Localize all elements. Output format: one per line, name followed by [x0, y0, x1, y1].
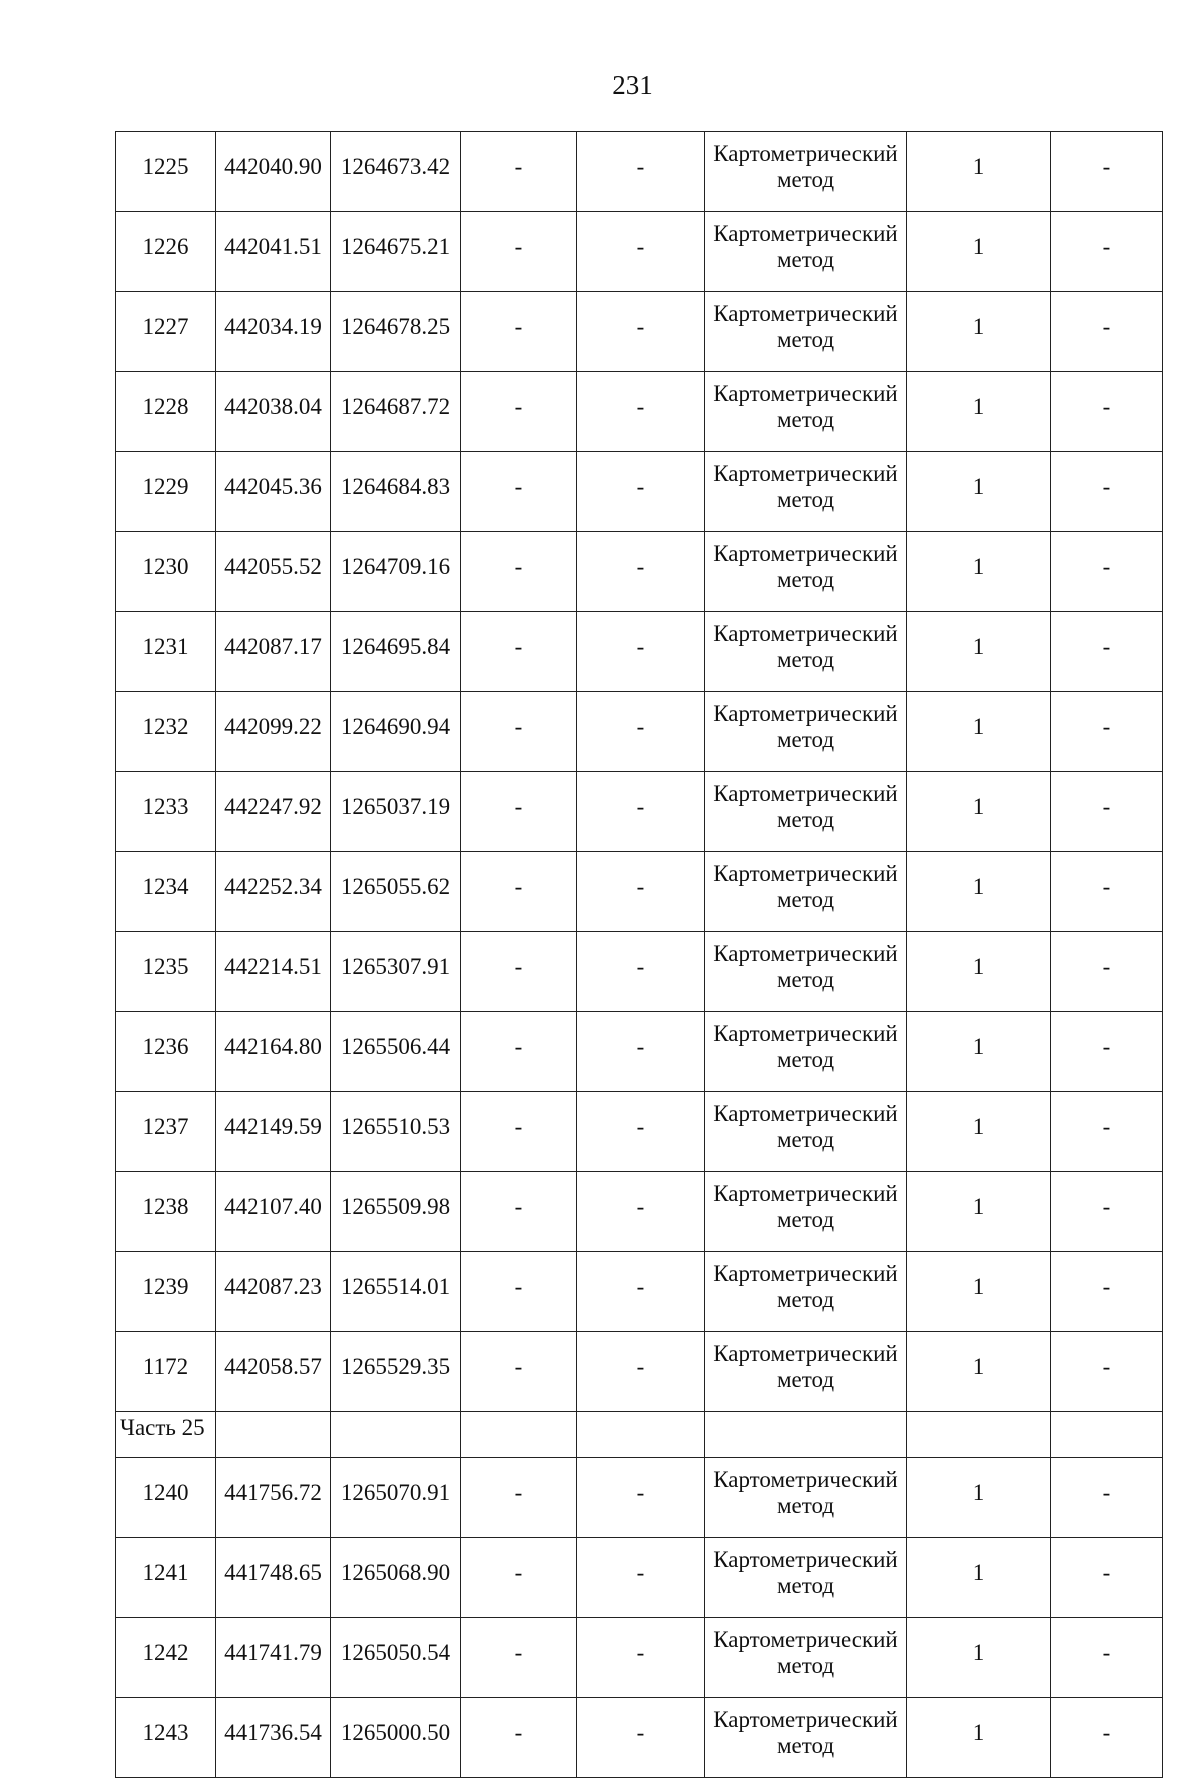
coordinates-table	[115, 131, 1163, 1778]
column-5-cell: -	[577, 612, 705, 692]
y-coordinate-cell: 1265514.01	[331, 1252, 461, 1332]
method-line-2: метод	[776, 166, 835, 192]
column-4-cell: -	[461, 772, 577, 852]
column-8-cell: -	[1051, 1618, 1163, 1698]
y-coordinate-cell: 1265506.44	[331, 1012, 461, 1092]
method-line-2: метод	[776, 886, 835, 912]
point-number-cell: 1240	[116, 1458, 216, 1538]
method-line-1: Картометрический	[713, 220, 898, 246]
table-row	[116, 1458, 1163, 1538]
part-label: Часть 25	[116, 1412, 216, 1458]
method-cell	[705, 532, 907, 612]
column-5-cell: -	[577, 212, 705, 292]
table-row	[116, 1618, 1163, 1698]
column-5-cell: -	[577, 1618, 705, 1698]
column-5-cell: -	[577, 1012, 705, 1092]
point-number-cell: 1226	[116, 212, 216, 292]
table-row	[116, 612, 1163, 692]
y-coordinate-cell: 1265307.91	[331, 932, 461, 1012]
method-line-2: метод	[776, 1652, 835, 1678]
column-7-cell: 1	[907, 612, 1051, 692]
x-coordinate-cell: 442055.52	[216, 532, 331, 612]
empty-cell	[331, 1412, 461, 1458]
column-8-cell: -	[1051, 772, 1163, 852]
method-line-2: метод	[776, 486, 835, 512]
empty-cell	[461, 1412, 577, 1458]
table-row	[116, 292, 1163, 372]
y-coordinate-cell: 1264673.42	[331, 132, 461, 212]
method-line-2: метод	[776, 406, 835, 432]
column-8-cell: -	[1051, 1698, 1163, 1778]
column-4-cell: -	[461, 1092, 577, 1172]
point-number-cell: 1172	[116, 1332, 216, 1412]
column-4-cell: -	[461, 212, 577, 292]
method-line-1: Картометрический	[713, 300, 898, 326]
y-coordinate-cell: 1265050.54	[331, 1618, 461, 1698]
column-4-cell: -	[461, 1458, 577, 1538]
y-coordinate-cell: 1264687.72	[331, 372, 461, 452]
method-line-1: Картометрический	[713, 1180, 898, 1206]
x-coordinate-cell: 442247.92	[216, 772, 331, 852]
column-4-cell: -	[461, 292, 577, 372]
y-coordinate-cell: 1264675.21	[331, 212, 461, 292]
table-row	[116, 692, 1163, 772]
column-5-cell: -	[577, 772, 705, 852]
x-coordinate-cell: 442087.23	[216, 1252, 331, 1332]
method-line-1: Картометрический	[713, 1340, 898, 1366]
x-coordinate-cell: 442214.51	[216, 932, 331, 1012]
method-line-2: метод	[776, 1732, 835, 1758]
point-number-cell: 1243	[116, 1698, 216, 1778]
column-8-cell: -	[1051, 612, 1163, 692]
column-8-cell: -	[1051, 1332, 1163, 1412]
table-row	[116, 932, 1163, 1012]
point-number-cell: 1237	[116, 1092, 216, 1172]
column-7-cell: 1	[907, 1172, 1051, 1252]
method-line-1: Картометрический	[713, 1626, 898, 1652]
point-number-cell: 1228	[116, 372, 216, 452]
method-cell	[705, 1012, 907, 1092]
method-line-2: метод	[776, 1206, 835, 1232]
column-8-cell: -	[1051, 692, 1163, 772]
column-7-cell: 1	[907, 1012, 1051, 1092]
column-8-cell: -	[1051, 852, 1163, 932]
x-coordinate-cell: 442164.80	[216, 1012, 331, 1092]
empty-cell	[705, 1412, 907, 1458]
column-8-cell: -	[1051, 212, 1163, 292]
column-7-cell: 1	[907, 132, 1051, 212]
column-7-cell: 1	[907, 772, 1051, 852]
y-coordinate-cell: 1265070.91	[331, 1458, 461, 1538]
method-cell	[705, 372, 907, 452]
point-number-cell: 1236	[116, 1012, 216, 1092]
column-8-cell: -	[1051, 1012, 1163, 1092]
column-4-cell: -	[461, 692, 577, 772]
table-row	[116, 1172, 1163, 1252]
column-7-cell: 1	[907, 852, 1051, 932]
column-5-cell: -	[577, 1172, 705, 1252]
method-line-2: метод	[776, 806, 835, 832]
point-number-cell: 1234	[116, 852, 216, 932]
column-5-cell: -	[577, 1458, 705, 1538]
column-7-cell: 1	[907, 372, 1051, 452]
column-5-cell: -	[577, 532, 705, 612]
empty-cell	[577, 1412, 705, 1458]
method-cell	[705, 1092, 907, 1172]
table-row	[116, 772, 1163, 852]
column-5-cell: -	[577, 372, 705, 452]
x-coordinate-cell: 442149.59	[216, 1092, 331, 1172]
column-5-cell: -	[577, 1092, 705, 1172]
method-cell	[705, 1538, 907, 1618]
column-4-cell: -	[461, 852, 577, 932]
y-coordinate-cell: 1265000.50	[331, 1698, 461, 1778]
table-row	[116, 532, 1163, 612]
column-4-cell: -	[461, 932, 577, 1012]
column-4-cell: -	[461, 1538, 577, 1618]
column-7-cell: 1	[907, 1618, 1051, 1698]
y-coordinate-cell: 1265529.35	[331, 1332, 461, 1412]
x-coordinate-cell: 442041.51	[216, 212, 331, 292]
column-4-cell: -	[461, 1698, 577, 1778]
empty-cell	[1051, 1412, 1163, 1458]
method-line-1: Картометрический	[713, 1706, 898, 1732]
column-4-cell: -	[461, 1012, 577, 1092]
method-line-2: метод	[776, 326, 835, 352]
column-4-cell: -	[461, 532, 577, 612]
column-7-cell: 1	[907, 1458, 1051, 1538]
method-line-2: метод	[776, 1046, 835, 1072]
column-7-cell: 1	[907, 292, 1051, 372]
column-7-cell: 1	[907, 1092, 1051, 1172]
method-cell	[705, 212, 907, 292]
y-coordinate-cell: 1265068.90	[331, 1538, 461, 1618]
y-coordinate-cell: 1265037.19	[331, 772, 461, 852]
method-line-1: Картометрический	[713, 1466, 898, 1492]
table-row	[116, 1538, 1163, 1618]
x-coordinate-cell: 442034.19	[216, 292, 331, 372]
column-8-cell: -	[1051, 1252, 1163, 1332]
column-5-cell: -	[577, 452, 705, 532]
x-coordinate-cell: 442099.22	[216, 692, 331, 772]
column-8-cell: -	[1051, 292, 1163, 372]
column-7-cell: 1	[907, 1538, 1051, 1618]
method-line-1: Картометрический	[713, 1100, 898, 1126]
y-coordinate-cell: 1265510.53	[331, 1092, 461, 1172]
column-5-cell: -	[577, 932, 705, 1012]
method-cell	[705, 612, 907, 692]
column-4-cell: -	[461, 1618, 577, 1698]
column-5-cell: -	[577, 1698, 705, 1778]
x-coordinate-cell: 442058.57	[216, 1332, 331, 1412]
method-line-2: метод	[776, 1492, 835, 1518]
method-line-2: метод	[776, 1126, 835, 1152]
method-line-1: Картометрический	[713, 140, 898, 166]
x-coordinate-cell: 442040.90	[216, 132, 331, 212]
column-4-cell: -	[461, 372, 577, 452]
column-4-cell: -	[461, 612, 577, 692]
x-coordinate-cell: 441736.54	[216, 1698, 331, 1778]
point-number-cell: 1231	[116, 612, 216, 692]
x-coordinate-cell: 441741.79	[216, 1618, 331, 1698]
column-5-cell: -	[577, 1332, 705, 1412]
empty-cell	[907, 1412, 1051, 1458]
column-8-cell: -	[1051, 1538, 1163, 1618]
column-5-cell: -	[577, 132, 705, 212]
method-cell	[705, 1252, 907, 1332]
method-line-2: метод	[776, 646, 835, 672]
column-4-cell: -	[461, 1172, 577, 1252]
point-number-cell: 1239	[116, 1252, 216, 1332]
column-8-cell: -	[1051, 532, 1163, 612]
method-cell	[705, 692, 907, 772]
table-body	[116, 132, 1163, 1778]
column-7-cell: 1	[907, 1252, 1051, 1332]
method-cell	[705, 852, 907, 932]
table-row	[116, 1012, 1163, 1092]
method-cell	[705, 772, 907, 852]
method-line-1: Картометрический	[713, 1546, 898, 1572]
column-7-cell: 1	[907, 1698, 1051, 1778]
method-line-1: Картометрический	[713, 460, 898, 486]
method-cell	[705, 1458, 907, 1538]
column-7-cell: 1	[907, 532, 1051, 612]
method-cell	[705, 132, 907, 212]
point-number-cell: 1230	[116, 532, 216, 612]
point-number-cell: 1225	[116, 132, 216, 212]
method-cell	[705, 292, 907, 372]
method-line-1: Картометрический	[713, 700, 898, 726]
table-row	[116, 132, 1163, 212]
method-cell	[705, 452, 907, 532]
page-number: 231	[612, 70, 653, 100]
point-number-cell: 1242	[116, 1618, 216, 1698]
y-coordinate-cell: 1265509.98	[331, 1172, 461, 1252]
x-coordinate-cell: 442107.40	[216, 1172, 331, 1252]
column-8-cell: -	[1051, 1092, 1163, 1172]
point-number-cell: 1229	[116, 452, 216, 532]
method-cell	[705, 1618, 907, 1698]
y-coordinate-cell: 1264709.16	[331, 532, 461, 612]
y-coordinate-cell: 1264690.94	[331, 692, 461, 772]
column-4-cell: -	[461, 452, 577, 532]
table-row	[116, 1252, 1163, 1332]
y-coordinate-cell: 1264678.25	[331, 292, 461, 372]
x-coordinate-cell: 441756.72	[216, 1458, 331, 1538]
method-cell	[705, 932, 907, 1012]
method-line-1: Картометрический	[713, 780, 898, 806]
part-header-row	[116, 1412, 1163, 1458]
point-number-cell: 1241	[116, 1538, 216, 1618]
method-line-1: Картометрический	[713, 380, 898, 406]
table-row	[116, 1698, 1163, 1778]
point-number-cell: 1232	[116, 692, 216, 772]
column-7-cell: 1	[907, 692, 1051, 772]
y-coordinate-cell: 1264684.83	[331, 452, 461, 532]
x-coordinate-cell: 442087.17	[216, 612, 331, 692]
method-line-2: метод	[776, 1286, 835, 1312]
column-4-cell: -	[461, 132, 577, 212]
table-row	[116, 452, 1163, 532]
column-4-cell: -	[461, 1332, 577, 1412]
method-cell	[705, 1698, 907, 1778]
column-8-cell: -	[1051, 932, 1163, 1012]
column-7-cell: 1	[907, 932, 1051, 1012]
x-coordinate-cell: 442038.04	[216, 372, 331, 452]
column-5-cell: -	[577, 1538, 705, 1618]
method-line-2: метод	[776, 1572, 835, 1598]
column-8-cell: -	[1051, 1458, 1163, 1538]
table-row	[116, 212, 1163, 292]
column-8-cell: -	[1051, 132, 1163, 212]
column-8-cell: -	[1051, 1172, 1163, 1252]
x-coordinate-cell: 442045.36	[216, 452, 331, 532]
column-5-cell: -	[577, 1252, 705, 1332]
column-5-cell: -	[577, 852, 705, 932]
table-row	[116, 1332, 1163, 1412]
method-line-2: метод	[776, 726, 835, 752]
column-7-cell: 1	[907, 452, 1051, 532]
empty-cell	[216, 1412, 331, 1458]
column-7-cell: 1	[907, 212, 1051, 292]
method-cell	[705, 1172, 907, 1252]
point-number-cell: 1235	[116, 932, 216, 1012]
y-coordinate-cell: 1264695.84	[331, 612, 461, 692]
y-coordinate-cell: 1265055.62	[331, 852, 461, 932]
method-line-1: Картометрический	[713, 1260, 898, 1286]
method-line-1: Картометрический	[713, 1020, 898, 1046]
x-coordinate-cell: 441748.65	[216, 1538, 331, 1618]
table-row	[116, 372, 1163, 452]
column-4-cell: -	[461, 1252, 577, 1332]
column-5-cell: -	[577, 692, 705, 772]
table-row	[116, 852, 1163, 932]
table-row	[116, 1092, 1163, 1172]
method-line-1: Картометрический	[713, 620, 898, 646]
method-line-1: Картометрический	[713, 940, 898, 966]
method-line-2: метод	[776, 566, 835, 592]
column-5-cell: -	[577, 292, 705, 372]
column-8-cell: -	[1051, 372, 1163, 452]
point-number-cell: 1233	[116, 772, 216, 852]
method-line-2: метод	[776, 1366, 835, 1392]
column-8-cell: -	[1051, 452, 1163, 532]
method-line-1: Картометрический	[713, 540, 898, 566]
point-number-cell: 1227	[116, 292, 216, 372]
method-cell	[705, 1332, 907, 1412]
method-line-2: метод	[776, 246, 835, 272]
x-coordinate-cell: 442252.34	[216, 852, 331, 932]
column-7-cell: 1	[907, 1332, 1051, 1412]
point-number-cell: 1238	[116, 1172, 216, 1252]
method-line-2: метод	[776, 966, 835, 992]
method-line-1: Картометрический	[713, 860, 898, 886]
